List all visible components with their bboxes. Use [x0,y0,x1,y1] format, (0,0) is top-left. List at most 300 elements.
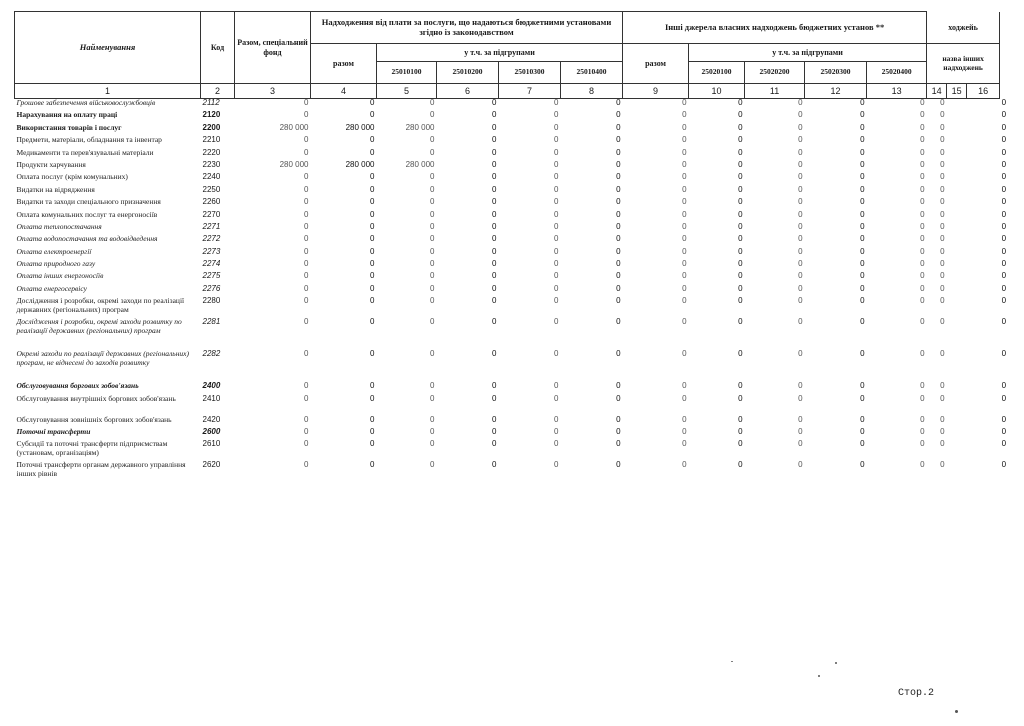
row-value: 0 [798,172,803,182]
row-value: 0 [860,172,865,182]
row-empty-cell [967,149,1000,161]
row-value: 0 [304,349,309,359]
row-value: 0 [940,209,945,219]
row-value: 0 [430,110,435,120]
row-value: 0 [682,234,687,244]
row-empty-cell [967,297,1000,318]
row-value: 0 [920,98,925,107]
row-value: 0 [682,439,687,449]
row-value: 0 [860,221,865,231]
row-value: 0 [492,414,497,424]
row-empty-cell [967,440,1000,461]
row-value: 0 [738,209,743,219]
row-empty-cell [967,111,1000,123]
row-value: 0 [554,439,559,449]
row-value: 0 [616,172,621,182]
row-value: 0 [492,460,497,470]
row-empty-cell [947,235,967,247]
row-empty-cell [967,248,1000,260]
row-value: 0 [738,317,743,327]
row-value: 0 [738,460,743,470]
row-code: 2210 [202,135,221,145]
row-value: 0 [682,283,687,293]
row-value: 0 [920,460,925,470]
row-empty-cell [967,350,1000,382]
row-code: 2281 [202,317,221,327]
row-value: 0 [682,221,687,231]
column-number: 8 [561,84,623,99]
row-value: 0 [682,317,687,327]
table-row: Субсидії та поточні трансферти підприємствам (установам, організаціям) 2610 0 0 0 0 0 0 0 0 0 0 0 0 0 [15,440,1000,461]
row-value: 0 [370,172,375,182]
row-value: 0 [920,414,925,424]
row-value: 0 [616,271,621,281]
row-name: Видатки та заходи спеціального призначення [16,198,161,207]
scan-speck [731,661,733,662]
row-value: 0 [304,283,309,293]
row-value: 0 [304,439,309,449]
row-name: Оплата теплопостачання [16,222,102,231]
row-value: 0 [616,122,621,132]
row-value: 0 [430,317,435,327]
row-name: Субсидії та поточні трансферти підприємствам (установам, організаціям) [16,440,168,457]
row-value: 0 [554,122,559,132]
table-row: Продукти харчування 2230 280 000 280 000 280 000 0 0 0 0 0 0 0 0 0 0 [15,161,1000,173]
row-value: 0 [616,209,621,219]
row-value: 0 [940,98,945,107]
row-value: 0 [492,271,497,281]
row-empty-cell [947,285,967,297]
row-value: 0 [798,460,803,470]
row-value: 0 [616,221,621,231]
row-empty-cell [967,395,1000,416]
row-empty-cell [947,99,967,112]
row-value: 0 [370,460,375,470]
row-value: 0 [554,381,559,391]
row-empty-cell [967,223,1000,235]
header-code-25010200: 25010200 [437,62,499,84]
row-value: 0 [940,159,945,169]
row-value: 0 [616,439,621,449]
row-value: 0 [682,349,687,359]
table-row: Поточні трансферти 2600 0 0 0 0 0 0 0 0 0 0 0 0 0 [15,428,1000,440]
row-name: Поточні трансферти органам державного управління інших рівнів [16,461,186,478]
table-header [15,12,1000,99]
row-code: 2275 [202,271,221,281]
row-value: 0 [798,427,803,437]
row-value: 0 [738,414,743,424]
row-value: 0 [370,147,375,157]
row-empty-cell [947,416,967,428]
row-empty-cell [947,211,967,223]
column-number: 15 [947,84,967,99]
row-value: 0 [940,246,945,256]
row-code: 2112 [202,98,220,107]
row-value: 0 [370,246,375,256]
row-value: 0 [738,221,743,231]
row-empty-cell [947,382,967,394]
row-value: 0 [920,197,925,207]
row-value: 0 [920,234,925,244]
table-row: Видатки та заходи спеціального призначення 2260 0 0 0 0 0 0 0 0 0 0 0 0 0 [15,198,1000,210]
row-value: 0 [616,349,621,359]
row-code: 2410 [202,393,221,403]
row-empty-cell [967,99,1000,112]
row-value: 0 [430,147,435,157]
column-number: 4 [311,84,377,99]
row-value: 0 [304,393,309,403]
row-value: 0 [430,283,435,293]
row-value: 0 [738,349,743,359]
table-body [15,97,1007,483]
row-value: 0 [304,135,309,145]
row-name: Медикаменти та перев'язувальні матеріали [16,148,154,157]
row-empty-cell [947,297,967,318]
row-empty-cell [947,136,967,148]
row-empty-cell [967,235,1000,247]
row-value: 0 [492,135,497,145]
row-value: 0 [492,259,497,269]
row-value: 0 [798,221,803,231]
row-value: 0 [940,439,945,449]
header-group2-subgroups: у т.ч. за підгрупами [689,44,927,62]
row-value: 0 [798,393,803,403]
row-value: 0 [860,317,865,327]
row-value: 0 [798,349,803,359]
row-value: 0 [370,221,375,231]
row-name: Продукти харчування [16,160,86,169]
column-number: 3 [235,84,311,99]
table-row: Оплата послуг (крім комунальних) 2240 0 0 0 0 0 0 0 0 0 0 0 0 0 [15,173,1000,185]
row-value: 0 [920,317,925,327]
row-value: 0 [304,184,309,194]
row-value: 0 [798,197,803,207]
table-row: Окремі заходи по реалізації державних (регіональних) програм, не віднесені до заходів розвитку 2282 0 0 0 0 0 0 0 0 0 0 0 0 0 [15,350,1000,382]
row-value: 0 [492,209,497,219]
row-value: 0 [920,184,925,194]
header-name: Найменування [15,12,201,84]
row-value: 0 [920,159,925,169]
row-value: 0 [860,234,865,244]
row-empty-cell [947,161,967,173]
table-row: Оплата природного газу 2274 0 0 0 0 0 0 0 0 0 0 0 0 0 [15,260,1000,272]
row-value: 0 [554,172,559,182]
row-value: 0 [798,147,803,157]
row-name: Предмети, матеріали, обладнання та інвентар [16,136,162,145]
table-row: Оплата електроенергії 2273 0 0 0 0 0 0 0 0 0 0 0 0 0 [15,248,1000,260]
row-value: 0 [370,209,375,219]
row-value: 0 [798,296,803,306]
row-empty-cell [947,124,967,136]
row-value: 0 [940,197,945,207]
row-value: 0 [370,271,375,281]
row-value: 0 [554,414,559,424]
header-code-25010400: 25010400 [561,62,623,84]
row-value: 0 [430,296,435,306]
row-value: 0 [682,209,687,219]
row-value: 0 [492,147,497,157]
row-code: 2220 [202,147,221,157]
header-code-25020400: 25020400 [867,62,927,84]
table-row: Оплата інших енергоносіїв 2275 0 0 0 0 0 0 0 0 0 0 0 0 0 [15,272,1000,284]
row-code: 2272 [202,234,221,244]
row-empty-cell [967,173,1000,185]
column-number: 12 [805,84,867,99]
row-value: 0 [860,439,865,449]
row-empty-cell [947,272,967,284]
row-empty-cell [967,136,1000,148]
row-empty-cell [967,211,1000,223]
row-value: 0 [940,349,945,359]
row-value: 0 [616,234,621,244]
row-value: 0 [682,122,687,132]
row-value: 0 [370,135,375,145]
row-value: 0 [920,172,925,182]
table-row: Обслуговування внутрішніх боргових зобов'язань 2410 0 0 0 0 0 0 0 0 0 0 0 0 0 [15,395,1000,416]
column-number: 9 [623,84,689,99]
row-value: 0 [554,271,559,281]
row-value: 0 [554,98,559,107]
row-value: 0 [860,349,865,359]
column-number: 5 [377,84,437,99]
row-code: 2620 [202,460,221,470]
row-value: 0 [860,184,865,194]
row-value: 0 [920,427,925,437]
row-value: 0 [738,381,743,391]
header-razom-special: Разом, спеціальний фонд [235,12,311,84]
row-value: 0 [682,135,687,145]
row-code: 2280 [202,296,221,306]
row-value: 0 [370,110,375,120]
header-group3-title: ходжейь [927,12,1000,44]
column-number: 13 [867,84,927,99]
row-value: 0 [798,110,803,120]
row-value: 0 [682,414,687,424]
row-value: 0 [860,259,865,269]
header-group1-title: Надходження від плати за послуги, що надаються бюджетними установами згідно із законодавством [311,12,623,44]
row-name: Поточні трансферти [16,428,91,437]
row-value: 0 [920,393,925,403]
row-value: 0 [798,122,803,132]
row-code: 2420 [202,414,221,424]
header-code-25020300: 25020300 [805,62,867,84]
row-value: 0 [430,184,435,194]
column-number: 6 [437,84,499,99]
row-value: 0 [682,147,687,157]
row-value: 0 [430,414,435,424]
row-value: 0 [430,259,435,269]
row-empty-cell [947,198,967,210]
table-row: Дослідження і розробки, окремі заходи по реалізації державних (регіональних) програм 2280 0 0 0 0 0 0 0 0 0 0 0 0 0 [15,297,1000,318]
row-value: 0 [798,159,803,169]
header-code-25010100: 25010100 [377,62,437,84]
scan-speck [835,662,837,664]
row-value: 0 [738,184,743,194]
row-empty-cell [947,350,967,382]
row-empty-cell [947,248,967,260]
row-value: 0 [492,221,497,231]
table-row: Оплата енергосервісу 2276 0 0 0 0 0 0 0 0 0 0 0 0 0 [15,285,1000,297]
row-code: 2120 [202,110,221,120]
row-value: 0 [492,172,497,182]
row-value: 0 [860,460,865,470]
row-value: 0 [738,98,743,107]
header-group3-sub: назва інших надходжень [927,44,1000,84]
row-value: 0 [430,427,435,437]
row-value: 0 [920,122,925,132]
row-value: 0 [940,283,945,293]
row-value: 0 [738,439,743,449]
row-value: 0 [682,259,687,269]
row-value: 0 [920,271,925,281]
row-value: 0 [616,184,621,194]
row-value: 0 [304,296,309,306]
row-value: 0 [920,246,925,256]
row-value: 0 [616,427,621,437]
row-value: 0 [554,221,559,231]
row-name: Видатки на відрядження [16,185,95,194]
row-value: 0 [860,246,865,256]
row-value: 0 [738,259,743,269]
row-value: 0 [798,184,803,194]
row-value: 0 [554,110,559,120]
row-value: 0 [616,197,621,207]
row-name: Нарахування на оплату праці [16,111,118,120]
row-code: 2274 [202,259,221,269]
row-value: 0 [616,283,621,293]
table-row: Медикаменти та перев'язувальні матеріали 2220 0 0 0 0 0 0 0 0 0 0 0 0 0 [15,149,1000,161]
row-value: 0 [860,135,865,145]
header-group2-razom: разом [623,44,689,84]
row-value: 0 [492,98,497,107]
table-row: Дослідження і розробки, окремі заходи розвитку по реалізації державних (регіональних) програм 2281 0 0 0 0 0 0 0 0 0 0 0 0 0 [15,318,1000,350]
row-value: 0 [492,381,497,391]
row-value: 0 [798,381,803,391]
column-numbers-row [15,84,1000,99]
column-number: 2 [201,84,235,99]
row-value: 280 000 [345,122,375,132]
row-value: 0 [860,283,865,293]
row-value: 0 [492,439,497,449]
row-value: 0 [738,246,743,256]
row-value: 0 [940,414,945,424]
row-value: 0 [682,246,687,256]
row-value: 0 [682,427,687,437]
row-value: 0 [304,271,309,281]
row-value: 0 [798,439,803,449]
table-row: Використання товарів і послуг 2200 280 000 280 000 280 000 0 0 0 0 0 0 0 0 0 0 [15,124,1000,136]
row-name: Оплата комунальних послуг та енергоносіїв [16,210,158,219]
row-value: 0 [860,122,865,132]
row-empty-cell [967,382,1000,394]
row-value: 0 [492,296,497,306]
row-value: 0 [940,122,945,132]
row-value: 0 [430,349,435,359]
row-value: 280 000 [405,159,435,169]
row-value: 0 [304,98,309,107]
row-code: 2271 [202,221,221,231]
row-value: 0 [304,246,309,256]
row-value: 0 [940,427,945,437]
row-value: 0 [798,317,803,327]
row-value: 0 [554,283,559,293]
row-value: 0 [554,159,559,169]
row-empty-cell [947,186,967,198]
row-value: 0 [370,349,375,359]
row-value: 0 [370,197,375,207]
row-value: 0 [682,393,687,403]
row-value: 0 [616,147,621,157]
row-value: 0 [738,197,743,207]
row-value: 0 [860,414,865,424]
table-row: Обслуговування зовнішніх боргових зобов'язань 2420 0 0 0 0 0 0 0 0 0 0 0 0 0 [15,416,1000,428]
row-name: Оплата енергосервісу [16,284,87,293]
row-value: 0 [940,259,945,269]
row-value: 0 [370,259,375,269]
row-value: 0 [554,259,559,269]
row-code: 2282 [202,349,221,359]
budget-table [14,11,1007,482]
row-value: 0 [430,246,435,256]
row-name: Окремі заходи по реалізації державних (регіональних) програм, не віднесені до заходів розвитку [16,350,189,367]
row-value: 0 [940,172,945,182]
row-value: 0 [738,159,743,169]
row-name: Обслуговування боргових зобов'язань [16,382,139,391]
row-code: 2270 [202,209,221,219]
scan-speck [818,675,820,677]
row-value: 0 [860,209,865,219]
header-group1-subgroups: у т.ч. за підгрупами [377,44,623,62]
column-number: 14 [927,84,947,99]
row-value: 0 [616,135,621,145]
row-value: 0 [940,221,945,231]
row-value: 0 [920,439,925,449]
header-kod: Код [201,12,235,84]
row-value: 0 [940,381,945,391]
header-code-25020200: 25020200 [745,62,805,84]
row-value: 0 [430,98,435,107]
row-value: 0 [492,184,497,194]
row-empty-cell [947,461,967,482]
row-value: 0 [616,246,621,256]
row-value: 0 [920,349,925,359]
row-value: 0 [682,159,687,169]
row-value: 0 [940,110,945,120]
row-value: 0 [798,271,803,281]
row-name: Оплата електроенергії [16,247,92,256]
row-value: 0 [304,259,309,269]
row-empty-cell [967,285,1000,297]
row-value: 280 000 [345,159,375,169]
row-value: 0 [682,271,687,281]
row-value: 0 [554,349,559,359]
row-value: 0 [554,296,559,306]
row-value: 0 [304,427,309,437]
row-value: 0 [304,234,309,244]
table-row: Грошове забезпечення військовослужбовців 2112 0 0 0 0 0 0 0 0 0 0 0 0 0 [15,99,1000,112]
row-value: 0 [682,197,687,207]
row-value: 0 [682,110,687,120]
row-value: 0 [616,414,621,424]
row-value: 0 [616,460,621,470]
row-code: 2250 [202,184,221,194]
row-value: 0 [940,271,945,281]
row-value: 0 [554,234,559,244]
row-value: 0 [860,271,865,281]
row-value: 0 [554,460,559,470]
row-value: 0 [616,159,621,169]
row-value: 0 [682,184,687,194]
